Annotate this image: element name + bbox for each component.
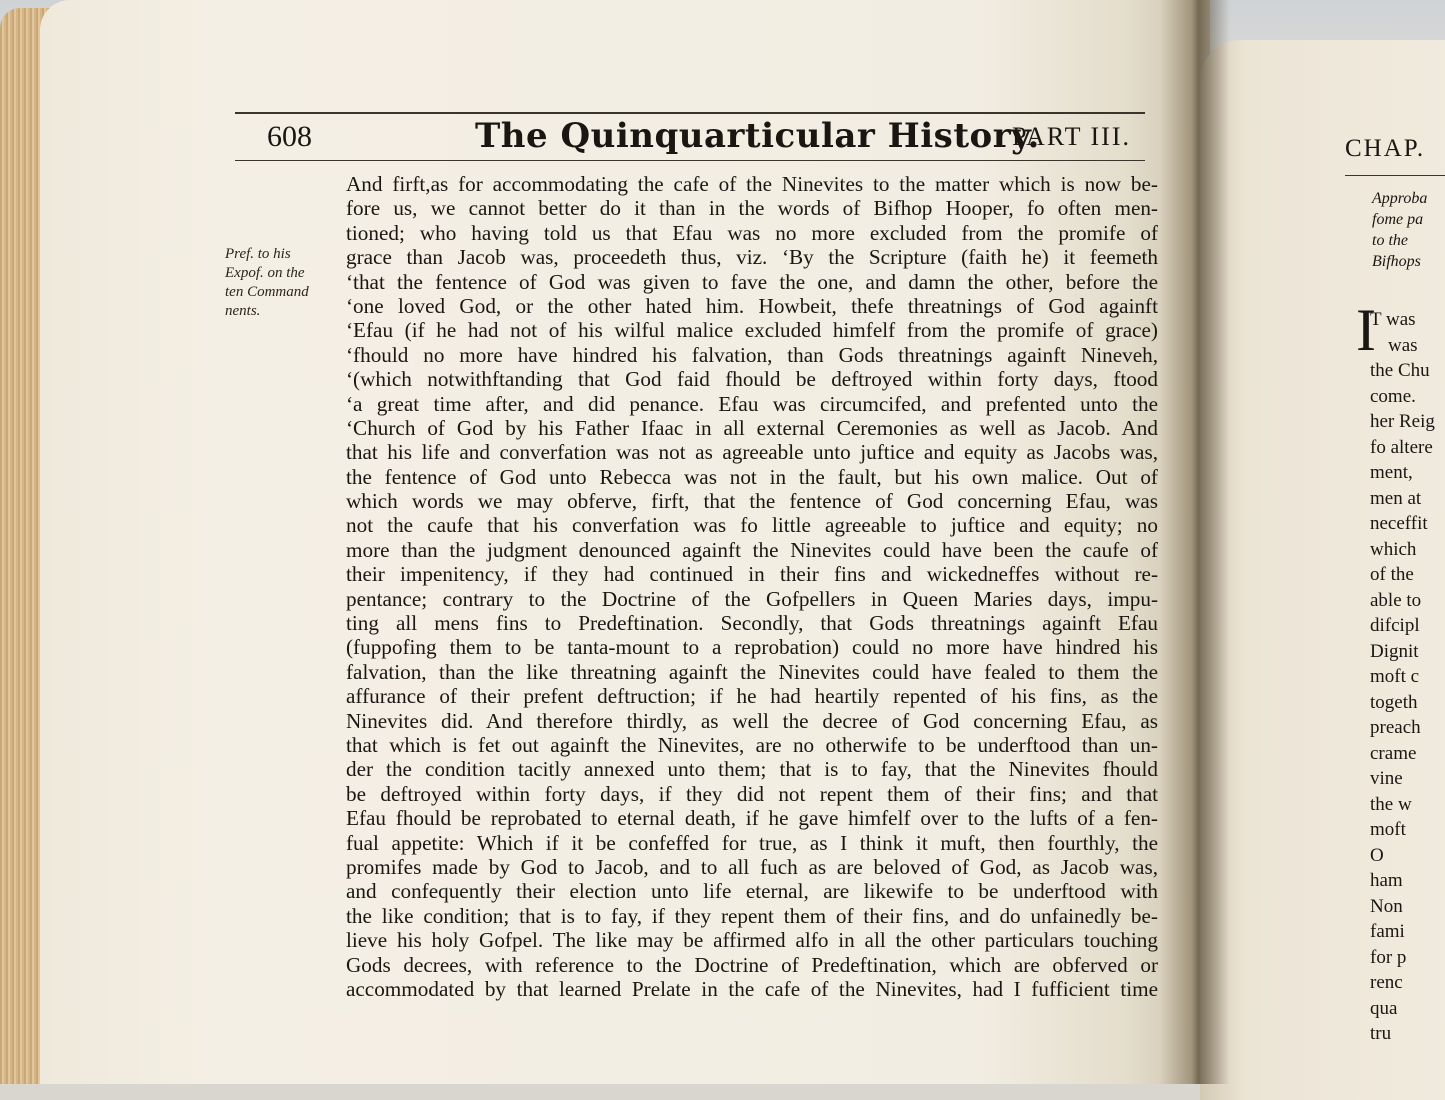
text-line: (fuppofing them to be tanta-mount to a reprobation) could no more have hindred his	[346, 635, 1158, 660]
book-title: The Quinquarticular History.	[475, 116, 1040, 156]
text-line: fore us, we cannot better do it than in the words of Bifhop Hooper, fo often men-	[346, 196, 1158, 221]
text-line: neceffit	[1370, 513, 1428, 534]
body-text	[346, 172, 1158, 1001]
text-line: come.	[1370, 385, 1416, 407]
part-label: PART III.	[1011, 122, 1131, 151]
text-line: difcipl	[1370, 615, 1420, 636]
text-line: renc	[1370, 972, 1403, 993]
marginal-line: fome pa	[1372, 211, 1424, 228]
running-head	[235, 112, 1145, 162]
text-line: fo altere	[1370, 436, 1433, 458]
text-line: of the	[1370, 564, 1414, 585]
text-line: their impenitency, if they had continued in their fins and wickedneffes without re-	[346, 562, 1158, 587]
text-line: Ninevites did. And therefore thirdly, as well the decree of God concerning Efau, as	[346, 708, 1158, 733]
text-line: crame	[1370, 742, 1417, 764]
marginal-note	[225, 245, 309, 321]
right-body-text	[1370, 307, 1435, 1047]
text-line: togeth	[1370, 691, 1418, 713]
header-rule-top	[235, 112, 1145, 114]
text-line: affurance of their prefent deftruction; if he had heartily repented of his fins, as the	[346, 684, 1158, 709]
text-line: falvation, than the like threatning againft the Ninevites could have fealed to them the	[346, 659, 1158, 684]
text-line: and confequently their election unto life eternal, are likewife to be underftood with	[346, 879, 1158, 904]
text-line: T was	[1370, 309, 1416, 330]
page-number: 608	[267, 120, 312, 153]
text-line: for p	[1370, 946, 1407, 968]
text-line: more than the judgment denounced againft the Ninevites could have been the caufe of	[346, 537, 1158, 562]
text-line: ham	[1370, 870, 1403, 891]
marginal-line: Approba	[1372, 190, 1428, 207]
text-line: Efau fhould be reprobated to eternal death, if he gave himfelf over to the lufts of a fen-	[346, 806, 1158, 831]
text-line: which words we may obferve, firft, that the fentence of God concerning Efau, was	[346, 489, 1158, 514]
text-line: be deftroyed within forty days, if they did not repent them of their fins; and that	[346, 781, 1158, 806]
text-line: her Reig	[1370, 411, 1435, 432]
text-line: Non	[1370, 895, 1403, 917]
marginal-line: nents.	[225, 303, 261, 319]
text-line: that his life and converfation was not as agreeable unto juftice and equity as Jacobs was,	[346, 440, 1158, 465]
text-line: ‘(which notwithftanding that God faid fhould be deftroyed within forty days, ftood	[346, 367, 1158, 392]
text-line: lieve his holy Gofpel. The like may be affirmed alfo in all the other particulars touching	[346, 928, 1158, 953]
text-line: ‘fhould no more have hindred his falvation, than Gods threatnings againft Nineveh,	[346, 342, 1158, 367]
text-line: ting all mens fins to Predeftination. Secondly, that Gods threatnings againft Efau	[346, 611, 1158, 636]
text-line: ment,	[1370, 462, 1413, 483]
text-line: pentance; contrary to the Doctrine of the Gofpellers in Queen Maries days, impu-	[346, 586, 1158, 611]
text-line: promifes made by God to Jacob, and to all fuch as are beloved of God, as Jacob was,	[346, 854, 1158, 879]
text-line: And firft,as for accommodating the cafe of the Ninevites to the matter which is now be-	[346, 172, 1158, 196]
text-line: moft c	[1370, 666, 1420, 687]
text-line: O	[1370, 844, 1384, 866]
drop-initial: I	[1356, 297, 1376, 363]
text-line: ‘a great time after, and did penance. Efau was circumcifed, and prefented unto the	[346, 391, 1158, 416]
text-line: ‘Church of God by his Father Ifaac in all external Ceremonies as well as Jacob. And	[346, 415, 1158, 440]
text-line: ‘that the fentence of God was given to fave the one, and damn the other, before the	[346, 269, 1158, 294]
text-line: vine	[1370, 768, 1403, 789]
right-marginal-note	[1372, 188, 1427, 272]
text-line: Dignit	[1370, 640, 1419, 662]
text-line: able to	[1370, 589, 1422, 611]
marginal-line: Bifhops	[1372, 253, 1421, 270]
text-line: ‘Efau (if he had not of his wilful malice excluded himfelf from the promife of grace)	[346, 318, 1158, 343]
text-line: grace than Jacob was, proceedeth thus, viz. ‘By the Scripture (faith he) it feemeth	[346, 245, 1158, 270]
text-line: accommodated by that learned Prelate in the cafe of the Ninevites, had I fufficient time	[346, 976, 1158, 1001]
text-line: the like condition; that is to fay, if they repent them of their fins, and do unfainedly be-	[346, 903, 1158, 928]
text-line: the Chu	[1370, 360, 1430, 381]
marginal-line: to the	[1372, 232, 1408, 249]
text-line: not the caufe that his converfation was fo little agreeable to juftice and equity; no	[346, 513, 1158, 538]
text-line: Gods decrees, with reference to the Doctrine of Predeftination, which are obferved or	[346, 952, 1158, 977]
text-line: fual appetite: Which if it be confeffed for true, as I think it muft, then fourthly, the	[346, 830, 1158, 855]
marginal-line: Pref. to his	[225, 246, 291, 262]
text-line: moft	[1370, 819, 1406, 840]
text-line: that which is fet out againft the Ninevites, are no otherwife to be underftood than un-	[346, 732, 1158, 757]
text-line: men at	[1370, 487, 1422, 509]
text-line: preach	[1370, 717, 1421, 738]
marginal-line: Expof. on the	[225, 265, 305, 281]
text-line: tioned; who having told us that Efau was no more excluded from the promife of	[346, 220, 1158, 245]
text-line: ‘one loved God, or the other hated him. Howbeit, thefe threatnings of God againft	[346, 293, 1158, 318]
text-line: the fentence of God unto Rebecca was not in the fault, but his own malice. Out of	[346, 464, 1158, 489]
text-line: der the condition tacitly annexed unto them; that is to fay, that the Ninevites fhould	[346, 757, 1158, 782]
text-line: fami	[1370, 921, 1405, 942]
book-gutter	[1160, 0, 1230, 1084]
marginal-line: ten Command	[225, 284, 309, 300]
text-line: which	[1370, 538, 1417, 560]
text-line: was	[1388, 334, 1418, 356]
text-line: tru	[1370, 1023, 1392, 1044]
header-rule-bottom	[235, 160, 1145, 161]
right-header-rule	[1345, 175, 1445, 176]
text-line: qua	[1370, 997, 1398, 1019]
chapter-label: CHAP.	[1345, 135, 1426, 162]
text-line: the w	[1370, 793, 1412, 815]
